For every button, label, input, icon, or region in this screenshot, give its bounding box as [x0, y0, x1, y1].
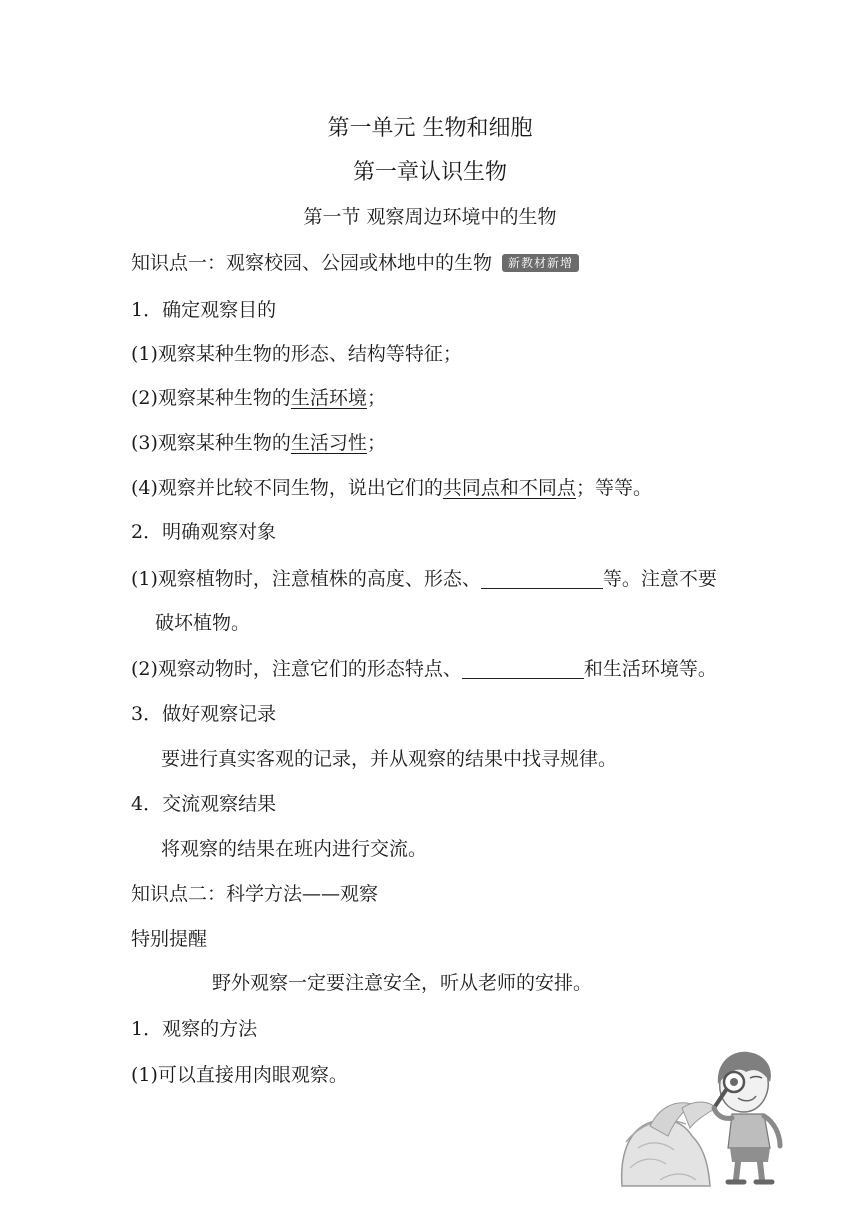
- s1-item-2-text: (2)观察某种生物的: [131, 387, 291, 409]
- s2-item-1-continued: 破坏植物。: [155, 612, 251, 634]
- fill-in-blank[interactable]: [462, 658, 584, 679]
- s2-item-2-text: (2)观察动物时，注意它们的形态特点、: [131, 658, 462, 680]
- s3-heading: 3．做好观察记录: [131, 703, 277, 725]
- s1-item-2: [131, 385, 386, 411]
- m1-item-1: (1)可以直接用肉眼观察。: [131, 1064, 348, 1086]
- new-content-badge: 新教材新增: [502, 254, 579, 272]
- s2-item-2-end: 和生活环境等。: [583, 658, 717, 680]
- s1-item-4-end: ；等等。: [575, 477, 652, 499]
- s2-heading: 2．明确观察对象: [131, 521, 277, 543]
- s3-body: 要进行真实客观的记录，并从观察的结果中找寻规律。: [161, 748, 618, 770]
- section-title: 第一节 观察周边环境中的生物: [303, 206, 557, 228]
- s1-item-3: [131, 430, 386, 456]
- s1-item-3-end: ；: [366, 432, 386, 454]
- unit-title: 第一单元 生物和细胞: [327, 116, 533, 141]
- m1-heading: 1．观察的方法: [131, 1018, 258, 1040]
- knowledge-point-1-title: 知识点一：观察校园、公园或林地中的生物: [131, 252, 493, 274]
- s1-item-4-text: (4)观察并比较不同生物，说出它们的: [131, 477, 443, 499]
- s2-item-1: [131, 566, 717, 592]
- s1-heading: 1．确定观察目的: [131, 299, 277, 321]
- s1-item-2-end: ；: [366, 387, 386, 409]
- s1-item-3-underlined: 生活习性: [290, 432, 367, 454]
- s4-body: 将观察的结果在班内进行交流。: [161, 838, 428, 860]
- tip-body: 野外观察一定要注意安全，听从老师的安排。: [212, 972, 593, 994]
- s2-item-1-end: 等。注意不要: [602, 568, 717, 590]
- knowledge-point-2-title: 知识点二：科学方法——观察: [131, 883, 379, 905]
- s1-item-4: [131, 475, 652, 501]
- s1-item-1: (1)观察某种生物的形态、结构等特征；: [131, 343, 462, 365]
- knowledge-point-1: [131, 250, 579, 276]
- fill-in-blank[interactable]: [481, 568, 603, 589]
- chapter-title: 第一章认识生物: [352, 160, 507, 185]
- s4-heading: 4．交流观察结果: [131, 793, 277, 815]
- tip-label: 特别提醒: [131, 928, 208, 950]
- s1-item-2-underlined: 生活环境: [290, 387, 367, 409]
- s2-item-1-text: (1)观察植物时，注意植株的高度、形态、: [131, 568, 481, 590]
- s1-item-4-underlined: 共同点和不同点: [442, 477, 576, 499]
- boy-with-magnifying-glass-illustration: [620, 1048, 854, 1188]
- s1-item-3-text: (3)观察某种生物的: [131, 432, 291, 454]
- s2-item-2: [131, 656, 717, 682]
